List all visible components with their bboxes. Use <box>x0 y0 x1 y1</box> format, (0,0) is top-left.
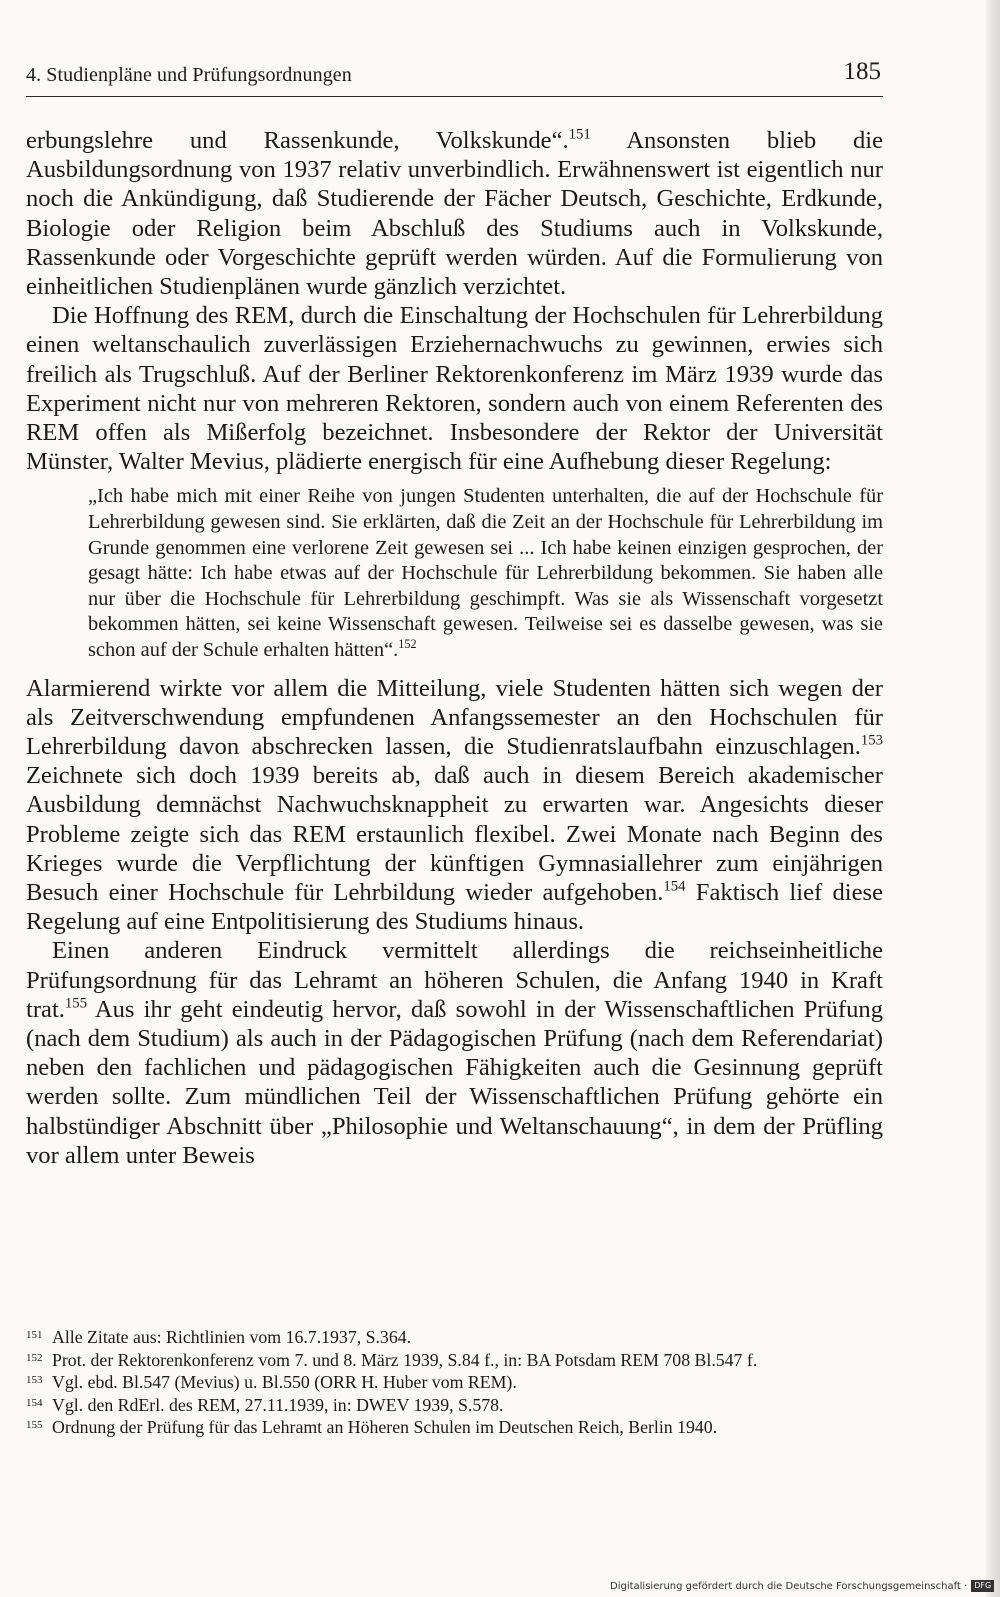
page-number: 185 <box>843 58 881 85</box>
footnote-ref-151[interactable]: 151 <box>568 126 591 143</box>
footnote-number: 155 <box>26 1419 43 1431</box>
paragraph-2: Die Hoffnung des REM, durch die Einschaltung der Hochschulen für Lehrerbildung einen weltanschaulich zuverlässigen Erziehernachwuchs zu gewinnen, erwies sich freilich als Trugschluß. Auf der Berliner Rektorenkonferenz im März 1939 wurde das Experiment nicht nur von mehreren Rektoren, sondern auch von einem Referenten des REM offen als Mißerfolg bezeichnet. Insbesondere der Rektor der Universität Münster, Walter Mevius, plädierte energisch für eine Aufhebung dieser Regelung: <box>26 302 883 476</box>
footnote-number: 151 <box>26 1329 43 1341</box>
footnote-ref-154[interactable]: 154 <box>663 878 686 895</box>
block-quote: „Ich habe mich mit einer Reihe von jungen Studenten unterhalten, die auf der Hochschule für Lehrerbildung gewesen sind. Sie erklärten, daß die Zeit an der Hochschule für Lehrerbildung im Grunde genommen eine verlorene Zeit gewesen sei ... Ich habe keinen einzigen gesprochen, der gesagt hätte: Ich habe etwas auf der Hochschule für Lehrerbildung bekommen. Sie haben alle nur über die Hochschule für Lehrerbildung geschimpft. Was sie als Wissenschaft vorgesetzt bekommen hätten, sei keine Wissenschaft gewesen. Teilweise sei es dasselbe gewesen, was sie schon auf der Schule erhalten hätten“.$^{152}$ <box>88 485 883 661</box>
footnote-item <box>26 1349 883 1372</box>
footnote-ref-153[interactable]: 153 <box>860 732 883 749</box>
footnotes <box>26 1326 883 1439</box>
footnote-ref-152[interactable]: 152 <box>398 637 417 652</box>
dfg-logo-icon: DFG <box>971 1580 994 1592</box>
footnote-text: Vgl. ebd. Bl.547 (Mevius) u. Bl.550 (ORR H. Huber vom REM). <box>52 1372 517 1392</box>
footnote-text: Prot. der Rektorenkonferenz vom 7. und 8. März 1939, S.84 f., in: BA Potsdam REM 708 Bl.547 f. <box>52 1349 758 1370</box>
footnote-number: 154 <box>26 1396 43 1409</box>
main-text <box>26 126 883 1170</box>
page-edge <box>986 0 1000 1597</box>
paragraph-1: erbungslehre und Rassenkunde, Volkskunde“.$^{151}$ Ansonsten blieb die Ausbildungsordnung von 1937 relativ unverbindlich. Erwähnenswert ist eigentlich nur noch die Ankündigung, daß Studierende der Fächer Deutsch, Geschichte, Erdkunde, Biologie oder Religion beim Abschluß des Studiums auch in Volkskunde, Rassenkunde oder Vorgeschichte geprüft werden würden. Auf die Formulierung von einheitlichen Studienplänen wurde gänzlich verzichtet. <box>26 126 883 301</box>
chapter-title: 4. Studienpläne und Prüfungsordnungen <box>26 64 352 86</box>
footnote-text: Vgl. den RdErl. des REM, 27.11.1939, in: DWEV 1939, S.578. <box>52 1394 504 1415</box>
paragraph-4: Einen anderen Eindruck vermittelt allerdings die reichseinheitliche Prüfungsordnung für das Lehramt an höheren Schulen, die Anfang 1940 in Kraft trat.$^{155}$ Aus ihr geht eindeutig hervor, daß sowohl in der Wissenschaftlichen Prüfung (nach dem Studium) als auch in der Pädagogischen Prüfung (nach dem Referendariat) neben den fachlichen und pädagogischen Fähigkeiten auch die Gesinnung geprüft werden sollte. Zum mündlichen Teil der Wissenschaftlichen Prüfung gehörte ein halbstündiger Abschnitt über „Philosophie und Weltanschauung“, in dem der Prüfling vor allem unter Beweis <box>26 937 883 1169</box>
footnote-item <box>26 1416 883 1439</box>
digitization-footer <box>610 1580 994 1592</box>
footnote-item <box>26 1394 883 1417</box>
footnote-number: 152 <box>26 1351 43 1364</box>
footnote-text: Alle Zitate aus: Richtlinien vom 16.7.1937, S.364. <box>52 1327 412 1347</box>
paragraph-3: Alarmierend wirkte vor allem die Mitteilung, viele Studenten hätten sich wegen der als Zeitverschwendung empfundenen Anfangssemester an den Hochschulen für Lehrerbildung davon abschrecken lassen, die Studienratslaufbahn einzuschlagen.$^{153}$ Zeichnete sich doch 1939 bereits ab, daß auch in diesem Bereich akademischer Ausbildung demnächst Nachwuchsknappheit zu erwarten war. Angesichts dieser Probleme zeigte sich das REM erstaunlich flexibel. Zwei Monate nach Beginn des Krieges wurde die Verpflichtung der künftigen Gymnasiallehrer zum einjährigen Besuch einer Hochschule für Lehrbildung wieder aufgehoben.$^{154}$ Faktisch lief diese Regelung auf eine Entpolitisierung des Studiums hinaus. <box>26 674 884 936</box>
footnote-text: Ordnung der Prüfung für das Lehramt an Höheren Schulen im Deutschen Reich, Berlin 1940. <box>52 1417 718 1437</box>
footnote-item <box>26 1371 883 1394</box>
footnote-number: 153 <box>26 1374 43 1386</box>
footnote-item <box>26 1326 883 1349</box>
footer-credit: Digitalisierung gefördert durch die Deutsche Forschungsgemeinschaft · <box>610 1581 968 1592</box>
running-header <box>26 56 883 97</box>
footnote-ref-155[interactable]: 155 <box>64 995 88 1012</box>
